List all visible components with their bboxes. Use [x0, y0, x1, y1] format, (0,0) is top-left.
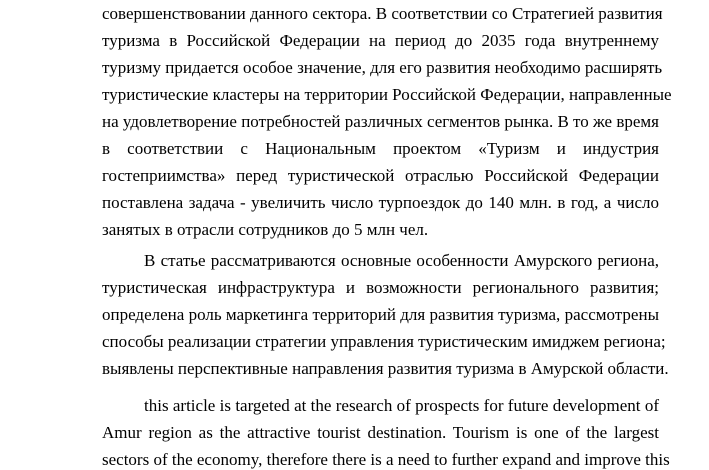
- text-line: туристическая инфраструктура и возможности регионального развития;: [102, 278, 659, 297]
- text-line: поставлена задача - увеличить число турпоездок до 140 млн. в год, а число: [102, 193, 659, 212]
- text-line: способы реализации стратегии управления туристическим имиджем региона;: [102, 332, 666, 351]
- text-line: В статье рассматриваются основные особенности Амурского региона,: [144, 251, 659, 270]
- text-line: гостеприимства» перед туристической отраслью Российской Федерации: [102, 166, 659, 185]
- text-line: занятых в отрасли сотрудников до 5 млн чел.: [102, 220, 429, 239]
- paragraph-strategy: [102, 0, 672, 243]
- text-line: sectors of the economy, therefore there is a need to further expand and improve this: [102, 450, 670, 469]
- text-line: совершенствовании данного сектора. В соответствии со Стратегией развития: [102, 4, 663, 23]
- text-line: this article is targeted at the research of prospects for future development of: [144, 396, 659, 415]
- paragraph-article-overview-ru: [102, 247, 669, 382]
- text-line: в соответствии с Национальным проектом «Туризм и индустрия: [102, 139, 659, 158]
- text-line: на удовлетворение потребностей различных сегментов рынка. В то же время: [102, 112, 659, 131]
- text-line: туристические кластеры на территории Российской Федерации, направленные: [102, 85, 672, 104]
- text-line: определена роль маркетинга территорий для развития туризма, рассмотрены: [102, 305, 659, 324]
- text-line: туризма в Российской Федерации на период до 2035 года внутреннему: [102, 31, 659, 50]
- text-line: Amur region as the attractive tourist destination. Tourism is one of the largest: [102, 423, 659, 442]
- text-line: выявлены перспективные направления развития туризма в Амурской области.: [102, 359, 669, 378]
- paragraph-article-overview-en: [102, 392, 670, 470]
- text-line: туризму придается особое значение, для его развития необходимо расширять: [102, 58, 663, 77]
